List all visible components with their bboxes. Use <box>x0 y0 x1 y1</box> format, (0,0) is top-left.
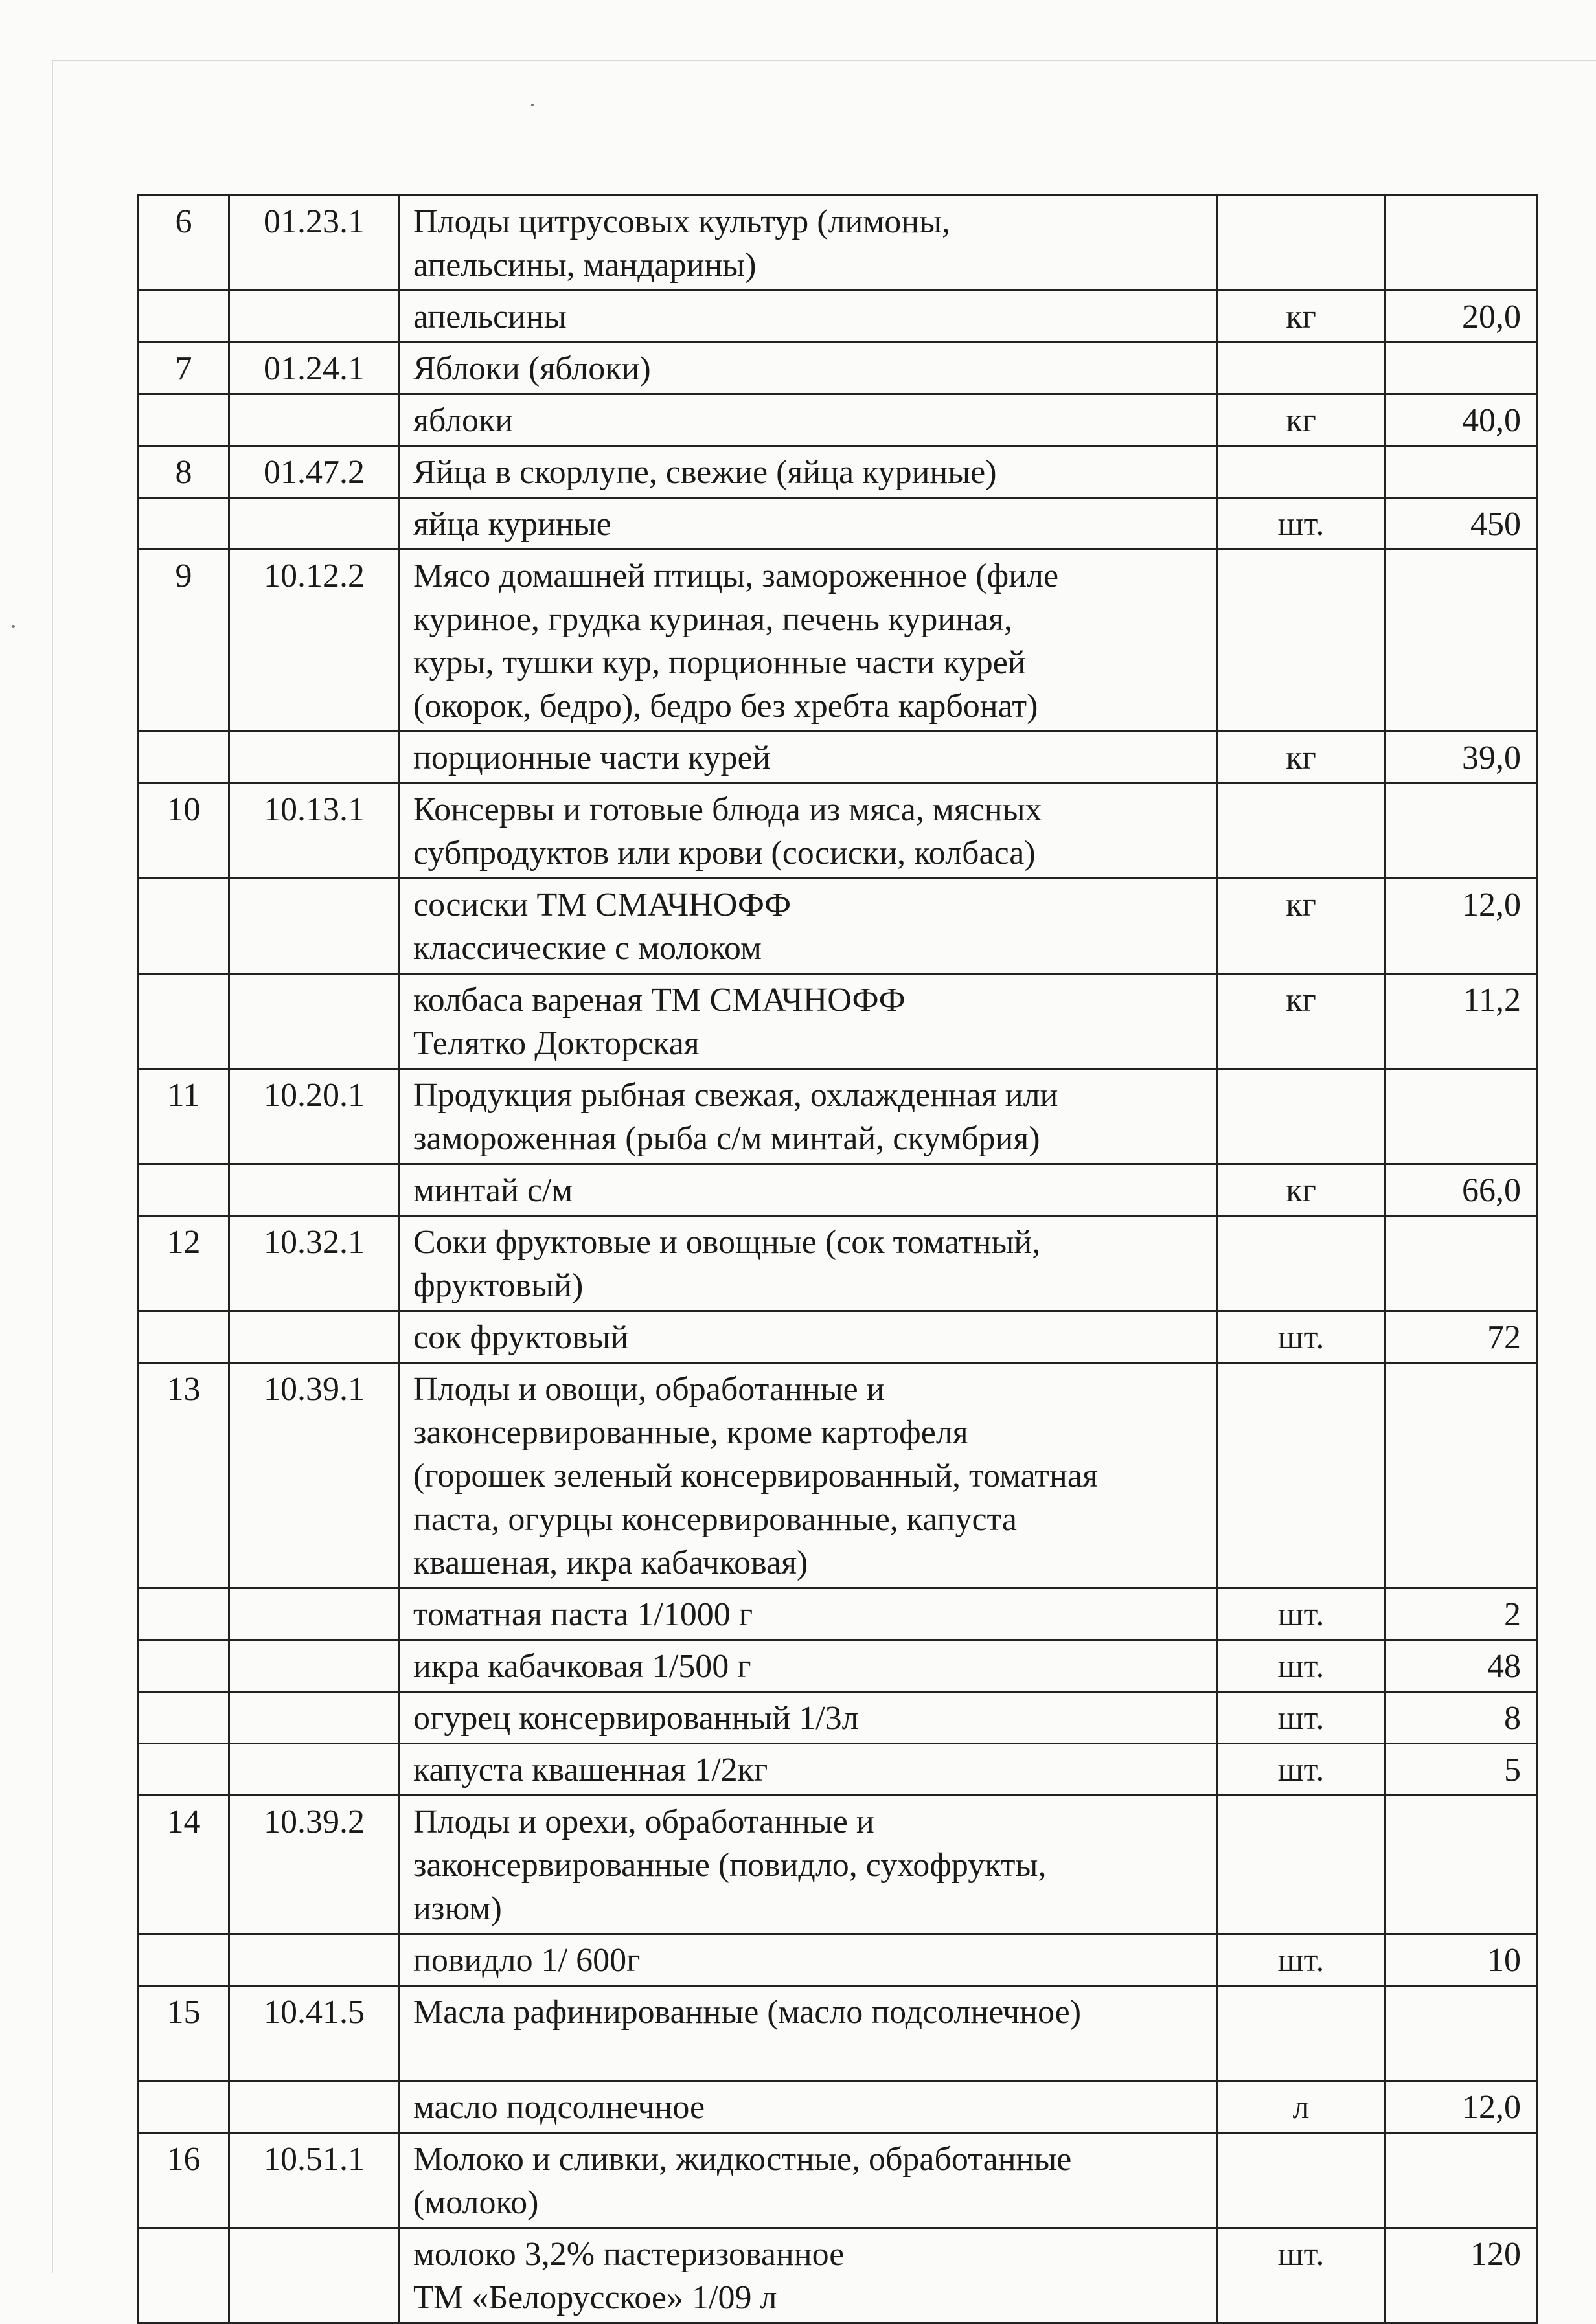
unit-cell <box>1217 196 1385 291</box>
category-row <box>139 1363 1538 1588</box>
name-line: Консервы и готовые блюда из мяса, мясных <box>413 791 1042 828</box>
unit-cell <box>1217 343 1385 394</box>
item-unit: кг <box>1217 1164 1385 1216</box>
quantity-cell <box>1385 196 1538 291</box>
okpd-code-empty <box>229 1588 400 1640</box>
okpd-code: 10.51.1 <box>229 2133 400 2228</box>
item-quantity: 10 <box>1385 1934 1538 1986</box>
name-line: субпродуктов или крови (сосиски, колбаса) <box>413 835 1036 872</box>
name-line: Яйца в скорлупе, свежие (яйца куриные) <box>413 454 997 491</box>
name-line: яйца куриные <box>413 506 611 543</box>
okpd-code: 10.39.1 <box>229 1363 400 1588</box>
row-number: 14 <box>139 1796 229 1934</box>
item-unit: шт. <box>1217 2228 1385 2323</box>
item-row <box>139 498 1538 550</box>
name-line: куриное, грудка куриная, печень куриная, <box>413 601 1013 638</box>
item-quantity: 11,2 <box>1385 974 1538 1069</box>
category-row <box>139 446 1538 498</box>
name-line: колбаса вареная ТМ СМАЧНОФФ <box>413 982 906 1019</box>
item-name <box>400 732 1217 784</box>
name-line: Плоды цитрусовых культур (лимоны, <box>413 203 951 240</box>
okpd-code: 10.20.1 <box>229 1069 400 1164</box>
item-unit: шт. <box>1217 1311 1385 1363</box>
unit-cell <box>1217 2133 1385 2228</box>
okpd-code: 10.39.2 <box>229 1796 400 1934</box>
name-line: квашеная, икра кабачковая) <box>413 1544 808 1581</box>
category-name <box>400 1363 1217 1588</box>
name-line: Яблоки (яблоки) <box>413 350 651 387</box>
item-name <box>400 2228 1217 2323</box>
category-name <box>400 446 1217 498</box>
name-line: сосиски ТМ СМАЧНОФФ <box>413 886 792 923</box>
item-row <box>139 1692 1538 1744</box>
name-line: яблоки <box>413 402 514 439</box>
quantity-cell <box>1385 1363 1538 1588</box>
item-row <box>139 879 1538 974</box>
name-line: паста, огурцы консервированные, капуста <box>413 1501 1017 1538</box>
item-quantity: 40,0 <box>1385 394 1538 446</box>
item-row <box>139 1588 1538 1640</box>
okpd-code-empty <box>229 2081 400 2133</box>
name-line <box>413 2034 1211 2077</box>
category-row <box>139 1796 1538 1934</box>
item-row <box>139 291 1538 343</box>
okpd-code-empty <box>229 291 400 343</box>
okpd-code-empty <box>229 1692 400 1744</box>
name-line: минтай с/м <box>413 1172 573 1209</box>
name-line: (молоко) <box>413 2184 539 2221</box>
name-line: икра кабачковая 1/500 г <box>413 1648 751 1685</box>
unit-cell <box>1217 784 1385 879</box>
category-row <box>139 784 1538 879</box>
item-unit: кг <box>1217 974 1385 1069</box>
item-quantity: 12,0 <box>1385 879 1538 974</box>
name-line: законсервированные (повидло, сухофрукты, <box>413 1847 1047 1884</box>
item-unit: шт. <box>1217 1934 1385 1986</box>
quantity-cell <box>1385 1216 1538 1311</box>
category-name <box>400 784 1217 879</box>
row-number-empty <box>139 1640 229 1692</box>
name-line: Плоды и орехи, обработанные и <box>413 1803 874 1840</box>
row-number: 11 <box>139 1069 229 1164</box>
okpd-code-empty <box>229 1311 400 1363</box>
name-line: сок фруктовый <box>413 1319 629 1356</box>
unit-cell <box>1217 1216 1385 1311</box>
category-name <box>400 196 1217 291</box>
row-number: 9 <box>139 550 229 732</box>
row-number: 12 <box>139 1216 229 1311</box>
name-line: фруктовый) <box>413 1267 584 1304</box>
category-row <box>139 343 1538 394</box>
name-line: Продукция рыбная свежая, охлажденная или <box>413 1077 1058 1114</box>
okpd-code: 10.13.1 <box>229 784 400 879</box>
name-line: Плоды и овощи, обработанные и <box>413 1371 885 1408</box>
category-name <box>400 550 1217 732</box>
row-number-empty <box>139 2228 229 2323</box>
row-number-empty <box>139 291 229 343</box>
unit-cell <box>1217 1796 1385 1934</box>
item-quantity: 66,0 <box>1385 1164 1538 1216</box>
okpd-code-empty <box>229 2228 400 2323</box>
item-name <box>400 1311 1217 1363</box>
okpd-code-empty <box>229 498 400 550</box>
name-line: Масла рафинированные (масло подсолнечное) <box>413 1994 1082 2031</box>
item-quantity: 20,0 <box>1385 291 1538 343</box>
quantity-cell <box>1385 2133 1538 2228</box>
okpd-code-empty <box>229 1164 400 1216</box>
item-name <box>400 1934 1217 1986</box>
name-line: законсервированные, кроме картофеля <box>413 1414 968 1451</box>
row-number-empty <box>139 879 229 974</box>
okpd-code-empty <box>229 879 400 974</box>
category-name <box>400 2133 1217 2228</box>
category-row <box>139 1069 1538 1164</box>
item-unit: шт. <box>1217 498 1385 550</box>
name-line: масло подсолнечное <box>413 2089 705 2126</box>
row-number: 16 <box>139 2133 229 2228</box>
row-number-empty <box>139 974 229 1069</box>
row-number-empty <box>139 732 229 784</box>
item-quantity: 450 <box>1385 498 1538 550</box>
row-number-empty <box>139 498 229 550</box>
goods-table-body <box>139 196 1538 2323</box>
goods-table <box>137 194 1538 2324</box>
item-unit: кг <box>1217 291 1385 343</box>
item-row <box>139 2081 1538 2133</box>
okpd-code: 01.23.1 <box>229 196 400 291</box>
name-line: томатная паста 1/1000 г <box>413 1596 753 1633</box>
item-quantity: 12,0 <box>1385 2081 1538 2133</box>
unit-cell <box>1217 1986 1385 2081</box>
item-name <box>400 2081 1217 2133</box>
name-line: Молоко и сливки, жидкостные, обработанные <box>413 2141 1072 2178</box>
item-name <box>400 1164 1217 1216</box>
item-row <box>139 2228 1538 2323</box>
item-unit: кг <box>1217 394 1385 446</box>
quantity-cell <box>1385 343 1538 394</box>
row-number-empty <box>139 394 229 446</box>
name-line: (окорок, бедро), бедро без хребта карбонат) <box>413 688 1038 725</box>
item-name <box>400 1692 1217 1744</box>
quantity-cell <box>1385 1796 1538 1934</box>
row-number: 6 <box>139 196 229 291</box>
category-name <box>400 1216 1217 1311</box>
item-name <box>400 1640 1217 1692</box>
item-name <box>400 498 1217 550</box>
item-name <box>400 1588 1217 1640</box>
okpd-code-empty <box>229 394 400 446</box>
category-name <box>400 1069 1217 1164</box>
category-row <box>139 550 1538 732</box>
row-number-empty <box>139 1744 229 1796</box>
row-number-empty <box>139 1934 229 1986</box>
item-quantity: 8 <box>1385 1692 1538 1744</box>
item-row <box>139 1934 1538 1986</box>
okpd-code-empty <box>229 1744 400 1796</box>
name-line: капуста квашенная 1/2кг <box>413 1752 768 1788</box>
unit-cell <box>1217 1069 1385 1164</box>
item-quantity: 2 <box>1385 1588 1538 1640</box>
item-quantity: 48 <box>1385 1640 1538 1692</box>
quantity-cell <box>1385 784 1538 879</box>
row-number-empty <box>139 1588 229 1640</box>
row-number-empty <box>139 2081 229 2133</box>
row-number: 8 <box>139 446 229 498</box>
quantity-cell <box>1385 1069 1538 1164</box>
name-line: молоко 3,2% пастеризованное <box>413 2236 845 2273</box>
item-unit: шт. <box>1217 1588 1385 1640</box>
scan-speck <box>12 625 15 628</box>
quantity-cell <box>1385 446 1538 498</box>
item-unit: л <box>1217 2081 1385 2133</box>
row-number-empty <box>139 1692 229 1744</box>
name-line: Мясо домашней птицы, замороженное (филе <box>413 558 1059 594</box>
name-line: ТМ «Белорусское» 1/09 л <box>413 2279 777 2316</box>
category-row <box>139 1216 1538 1311</box>
scan-page-edge-left <box>52 60 53 2273</box>
okpd-code: 01.47.2 <box>229 446 400 498</box>
category-row <box>139 2133 1538 2228</box>
item-unit: шт. <box>1217 1744 1385 1796</box>
quantity-cell <box>1385 550 1538 732</box>
okpd-code-empty <box>229 974 400 1069</box>
name-line: апельсины, мандарины) <box>413 247 757 284</box>
item-name <box>400 394 1217 446</box>
row-number: 7 <box>139 343 229 394</box>
item-row <box>139 1744 1538 1796</box>
name-line: Соки фруктовые и овощные (сок томатный, <box>413 1224 1041 1261</box>
name-line: изюм) <box>413 1890 502 1927</box>
name-line: классические с молоком <box>413 930 762 967</box>
name-line: повидло 1/ 600г <box>413 1942 641 1979</box>
okpd-code-empty <box>229 1640 400 1692</box>
name-line: (горошек зеленый консервированный, томатная <box>413 1458 1098 1495</box>
unit-cell <box>1217 1363 1385 1588</box>
name-line: куры, тушки кур, порционные части курей <box>413 644 1026 681</box>
category-row <box>139 196 1538 291</box>
okpd-code: 01.24.1 <box>229 343 400 394</box>
name-line: апельсины <box>413 299 567 335</box>
unit-cell <box>1217 446 1385 498</box>
item-unit: шт. <box>1217 1692 1385 1744</box>
row-number: 10 <box>139 784 229 879</box>
name-line: Телятко Докторская <box>413 1025 700 1062</box>
scan-speck <box>531 104 534 106</box>
item-row <box>139 1164 1538 1216</box>
item-quantity: 5 <box>1385 1744 1538 1796</box>
row-number-empty <box>139 1164 229 1216</box>
item-unit: кг <box>1217 732 1385 784</box>
item-quantity: 72 <box>1385 1311 1538 1363</box>
item-name <box>400 291 1217 343</box>
unit-cell <box>1217 550 1385 732</box>
okpd-code: 10.12.2 <box>229 550 400 732</box>
item-unit: шт. <box>1217 1640 1385 1692</box>
item-row <box>139 974 1538 1069</box>
category-row <box>139 1986 1538 2081</box>
okpd-code-empty <box>229 1934 400 1986</box>
item-unit: кг <box>1217 879 1385 974</box>
name-line: замороженная (рыба с/м минтай, скумбрия) <box>413 1120 1040 1157</box>
row-number: 15 <box>139 1986 229 2081</box>
okpd-code: 10.32.1 <box>229 1216 400 1311</box>
item-name <box>400 1744 1217 1796</box>
item-quantity: 120 <box>1385 2228 1538 2323</box>
okpd-code-empty <box>229 732 400 784</box>
category-name <box>400 1986 1217 2081</box>
scan-page-edge-top <box>52 60 1596 61</box>
row-number-empty <box>139 1311 229 1363</box>
item-row <box>139 732 1538 784</box>
name-line: порционные части курей <box>413 739 771 776</box>
category-name <box>400 343 1217 394</box>
category-name <box>400 1796 1217 1934</box>
item-name <box>400 974 1217 1069</box>
item-row <box>139 1311 1538 1363</box>
item-name <box>400 879 1217 974</box>
quantity-cell <box>1385 1986 1538 2081</box>
row-number: 13 <box>139 1363 229 1588</box>
okpd-code: 10.41.5 <box>229 1986 400 2081</box>
item-row <box>139 394 1538 446</box>
item-row <box>139 1640 1538 1692</box>
item-quantity: 39,0 <box>1385 732 1538 784</box>
name-line: огурец консервированный 1/3л <box>413 1700 859 1737</box>
